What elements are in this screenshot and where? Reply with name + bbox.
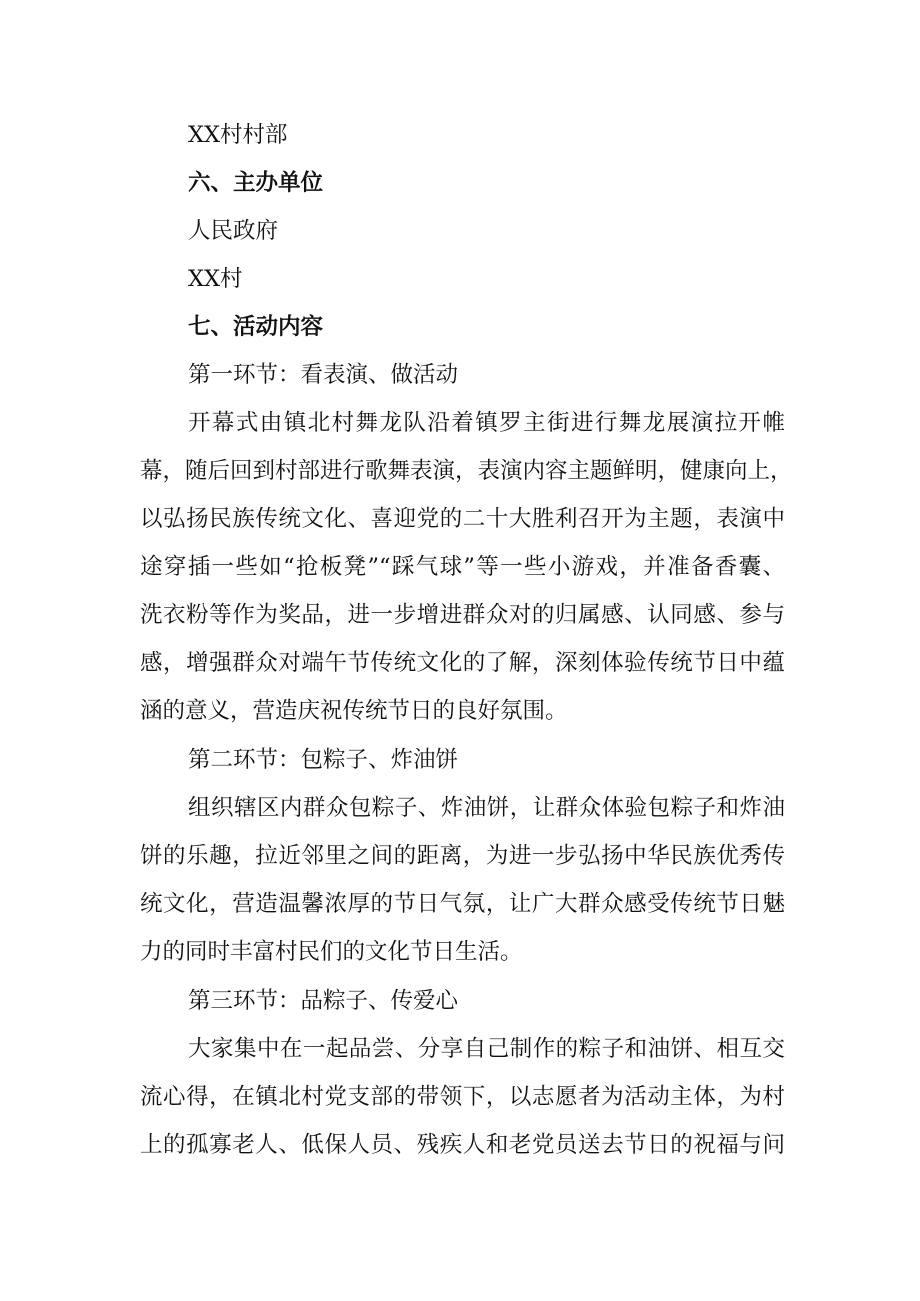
part1-paragraph-line: 开幕式由镇北村舞龙队沿着镇罗主街进行舞龙展演拉开帷 — [188, 410, 785, 436]
organizer-item: 人民政府 — [188, 218, 279, 244]
part2-title: 第二环节：包粽子、炸油饼 — [188, 747, 459, 773]
part2-paragraph-line: 统文化，营造温馨浓厚的节日气氛，让广大群众感受传统节日魅 — [140, 891, 785, 917]
part2-paragraph-line: 组织辖区内群众包粽子、炸油饼，让群众体验包粽子和炸油 — [188, 795, 785, 821]
part1-paragraph-line: 幕，随后回到村部进行歌舞表演，表演内容主题鲜明，健康向上， — [140, 458, 793, 484]
part1-paragraph-line: 以弘扬民族传统文化、喜迎党的二十大胜利召开为主题，表演中 — [140, 506, 785, 532]
part3-title: 第三环节：品粽子、传爱心 — [188, 988, 459, 1014]
part1-paragraph-line: 涵的意义，营造庆祝传统节日的良好氛围。 — [140, 698, 568, 724]
organizer-item: XX村 — [188, 266, 243, 292]
section7-heading: 七、活动内容 — [188, 314, 324, 340]
part2-paragraph-line: 饼的乐趣，拉近邻里之间的距离，为进一步弘扬中华民族优秀传 — [140, 843, 785, 869]
part1-title: 第一环节：看表演、做活动 — [188, 362, 459, 388]
part3-paragraph-line: 流心得，在镇北村党支部的带领下，以志愿者为活动主体，为村 — [140, 1084, 785, 1110]
section6-heading: 六、主办单位 — [188, 170, 324, 196]
part3-paragraph-line: 大家集中在一起品尝、分享自己制作的粽子和油饼、相互交 — [188, 1036, 785, 1062]
part3-paragraph-line: 上的孤寡老人、低保人员、残疾人和老党员送去节日的祝福与问 — [140, 1132, 785, 1158]
part1-paragraph-line: 感，增强群众对端午节传统文化的了解，深刻体验传统节日中蕴 — [140, 650, 785, 676]
location-value: XX村村部 — [188, 122, 288, 148]
part2-paragraph-line: 力的同时丰富村民们的文化节日生活。 — [140, 939, 523, 965]
part1-paragraph-line: 途穿插一些如“抢板凳”“踩气球”等一些小游戏，并准备香囊、 — [140, 554, 785, 580]
part1-paragraph-line: 洗衣粉等作为奖品，进一步增进群众对的归属感、认同感、参与 — [140, 602, 785, 628]
